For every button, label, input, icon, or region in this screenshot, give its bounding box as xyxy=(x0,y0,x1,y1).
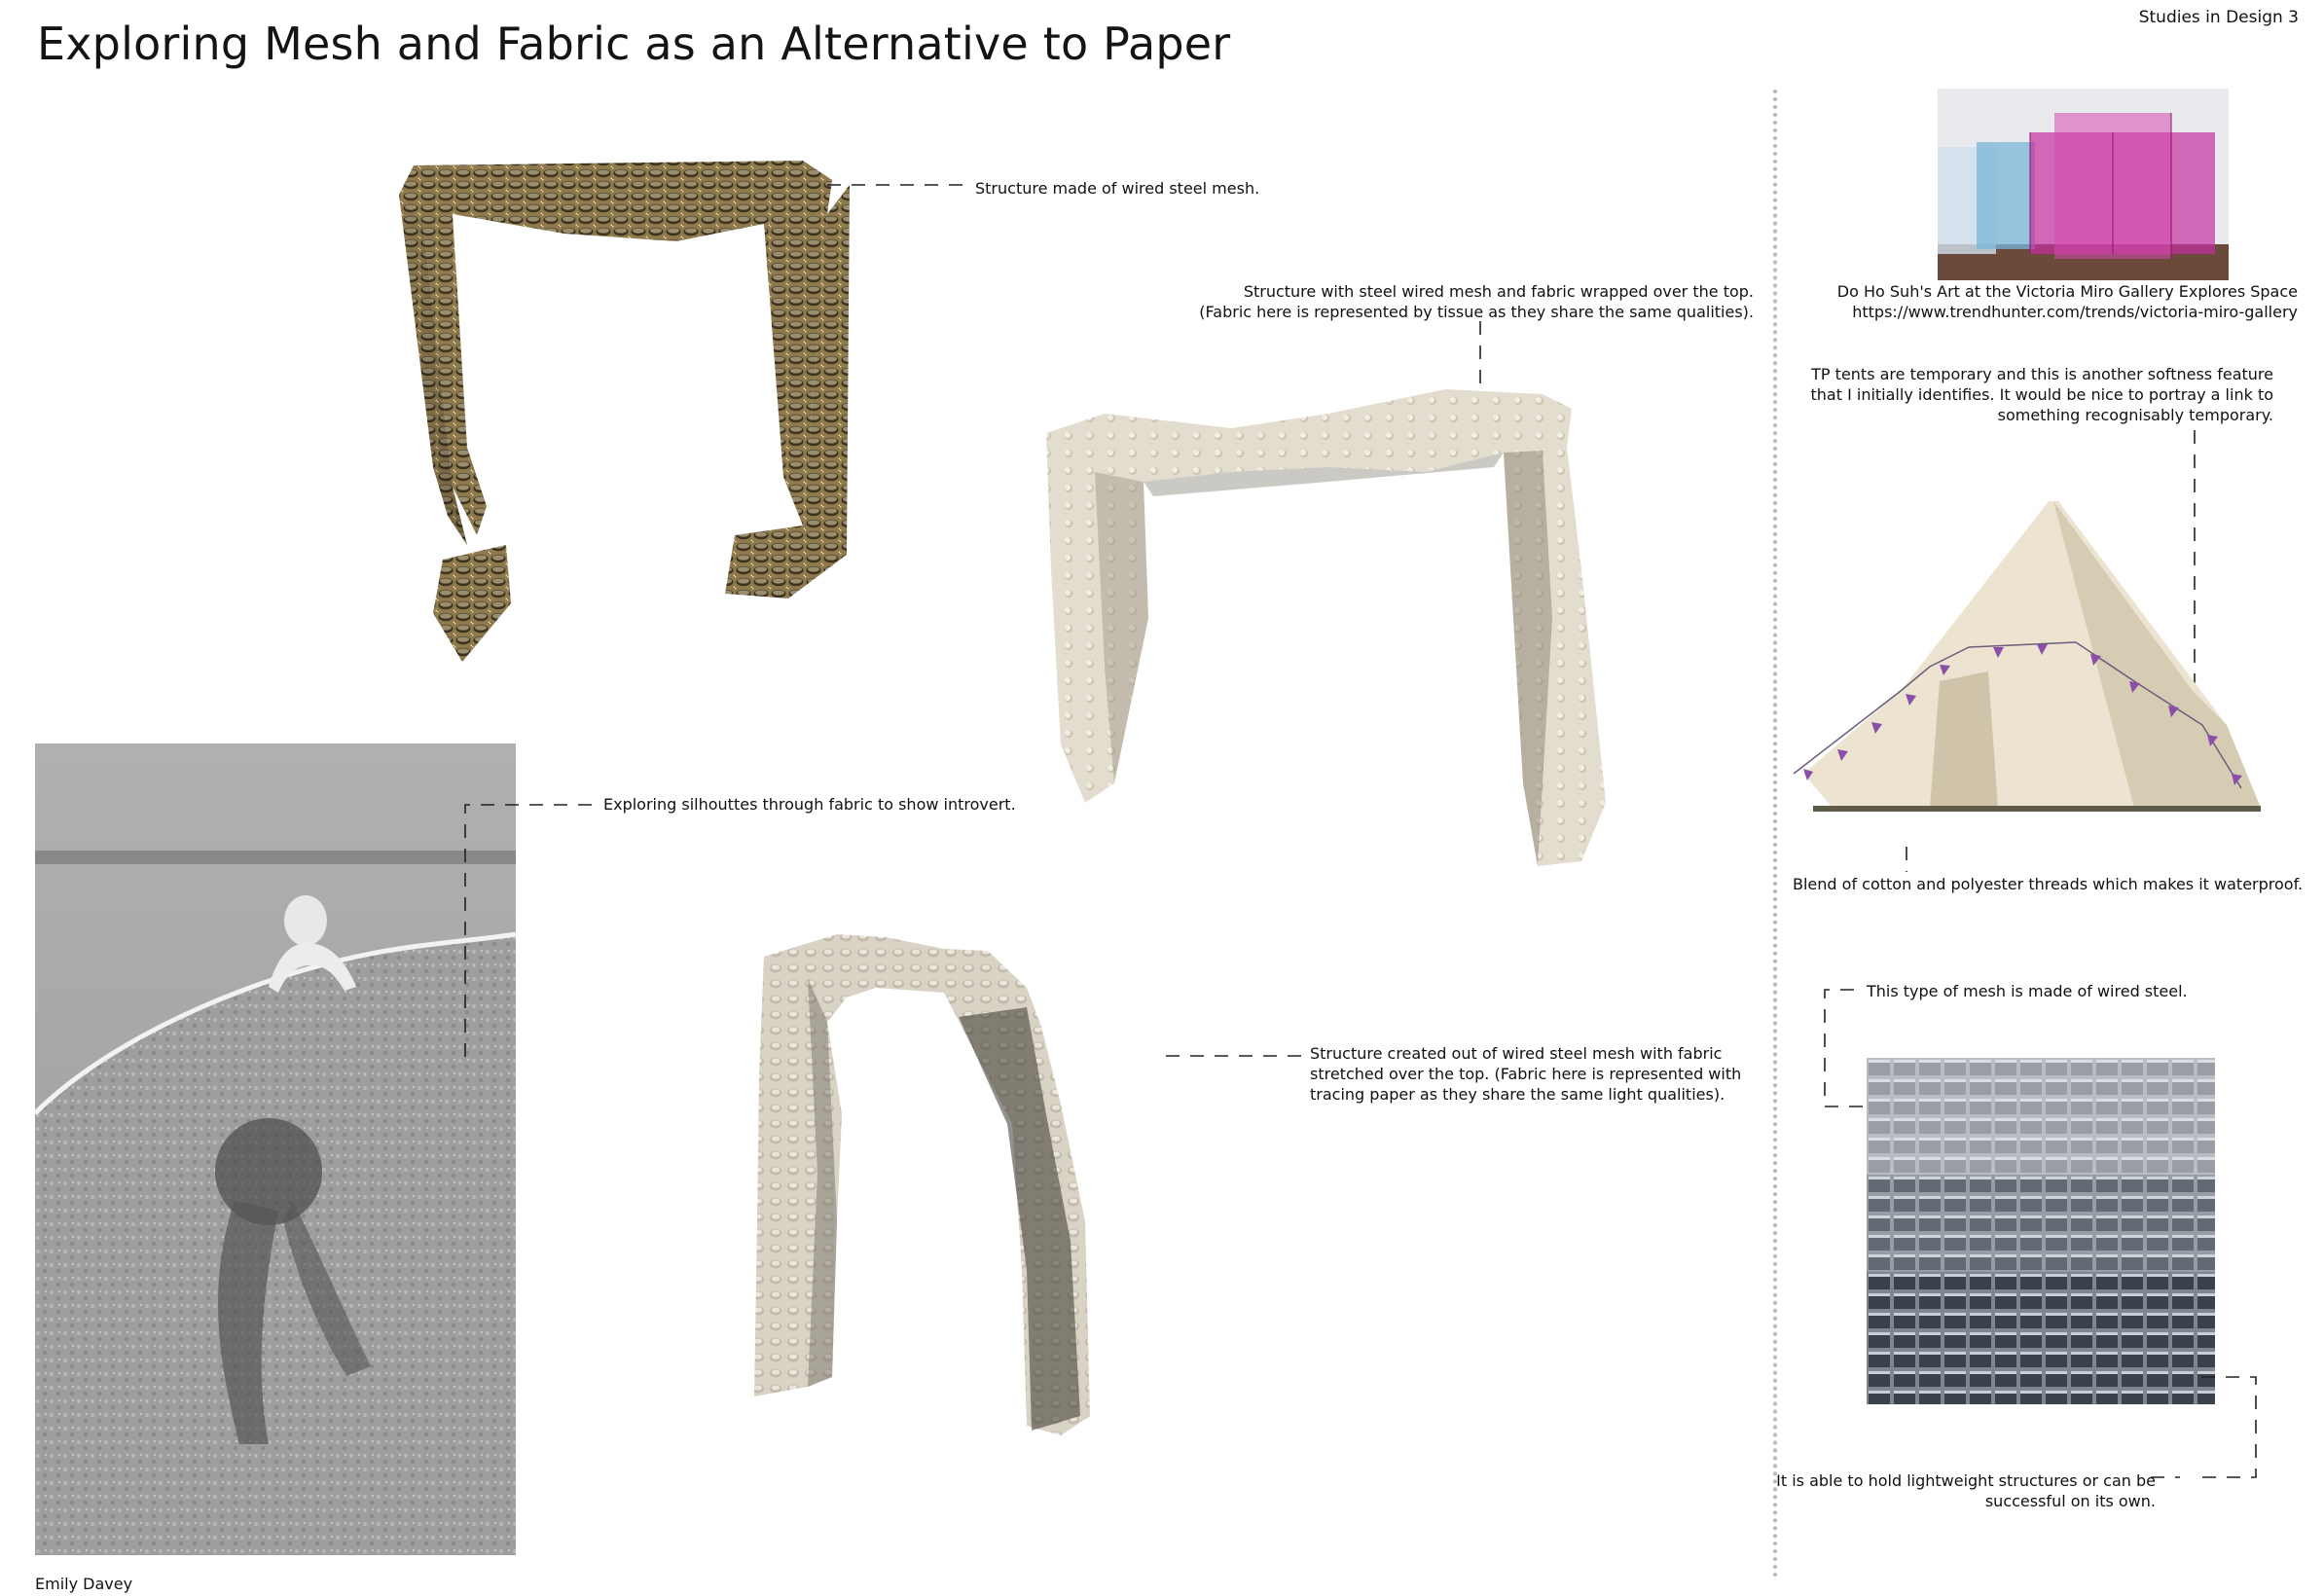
leader-tracing xyxy=(1166,1051,1302,1061)
gallery-url: https://www.trendhunter.com/trends/victoria-miro-gallery xyxy=(1852,303,2298,321)
leader-silhouette xyxy=(455,800,592,1058)
caption-mesh-structure: Structure made of wired steel mesh. xyxy=(975,179,1260,198)
gallery-caption: Do Ho Suh's Art at the Victoria Miro Gallery Explores Space xyxy=(1836,282,2298,301)
caption-line: TP tents are temporary and this is another softness feature xyxy=(1811,365,2273,383)
leader-tent-material xyxy=(1902,847,1911,872)
wire-mesh-photo xyxy=(1867,1058,2215,1404)
caption-line: something recognisably temporary. xyxy=(1997,406,2273,424)
caption-tent-material: Blend of cotton and polyester threads which makes it waterproof. xyxy=(1793,875,2304,893)
caption-tissue-structure xyxy=(1199,281,1754,322)
column-divider xyxy=(1773,90,1777,1578)
caption-silhouette: Exploring silhouttes through fabric to show introvert. xyxy=(603,795,1016,814)
page-title: Exploring Mesh and Fabric as an Alternative to Paper xyxy=(37,18,1231,70)
caption-tracing-structure xyxy=(1310,1043,1741,1105)
tracing-structure-image xyxy=(749,929,1216,1445)
caption-line: Structure created out of wired steel mesh with fabric xyxy=(1310,1044,1723,1063)
leader-mesh xyxy=(827,180,963,190)
caption-line: tracing paper as they share the same light qualities). xyxy=(1310,1085,1725,1104)
caption-line: Structure with steel wired mesh and fabric wrapped over the top. xyxy=(1243,282,1754,301)
caption-tent-note xyxy=(1810,364,2273,425)
caption-gallery xyxy=(1837,281,2298,322)
mesh-structure-image xyxy=(384,156,861,662)
course-label: Studies in Design 3 xyxy=(2138,8,2299,27)
caption-line: stretched over the top. (Fabric here is represented with xyxy=(1310,1065,1742,1083)
caption-line: that I initially identifies. It would be nice to portray a link to xyxy=(1810,385,2273,404)
author-name: Emily Davey xyxy=(35,1575,133,1593)
tent-photo xyxy=(1784,496,2309,832)
silhouette-photo xyxy=(35,744,516,1555)
leader-wire-mesh-use xyxy=(2151,1372,2263,1484)
caption-wire-mesh-use xyxy=(1776,1470,2156,1511)
caption-line: successful on its own. xyxy=(1984,1492,2156,1510)
caption-wire-mesh-note: This type of mesh is made of wired steel. xyxy=(1867,982,2188,1000)
gallery-photo xyxy=(1938,89,2229,280)
tissue-structure-image xyxy=(1036,375,1620,871)
caption-line: It is able to hold lightweight structures or can be xyxy=(1776,1471,2156,1490)
caption-line: (Fabric here is represented by tissue as they share the same qualities). xyxy=(1199,303,1754,321)
